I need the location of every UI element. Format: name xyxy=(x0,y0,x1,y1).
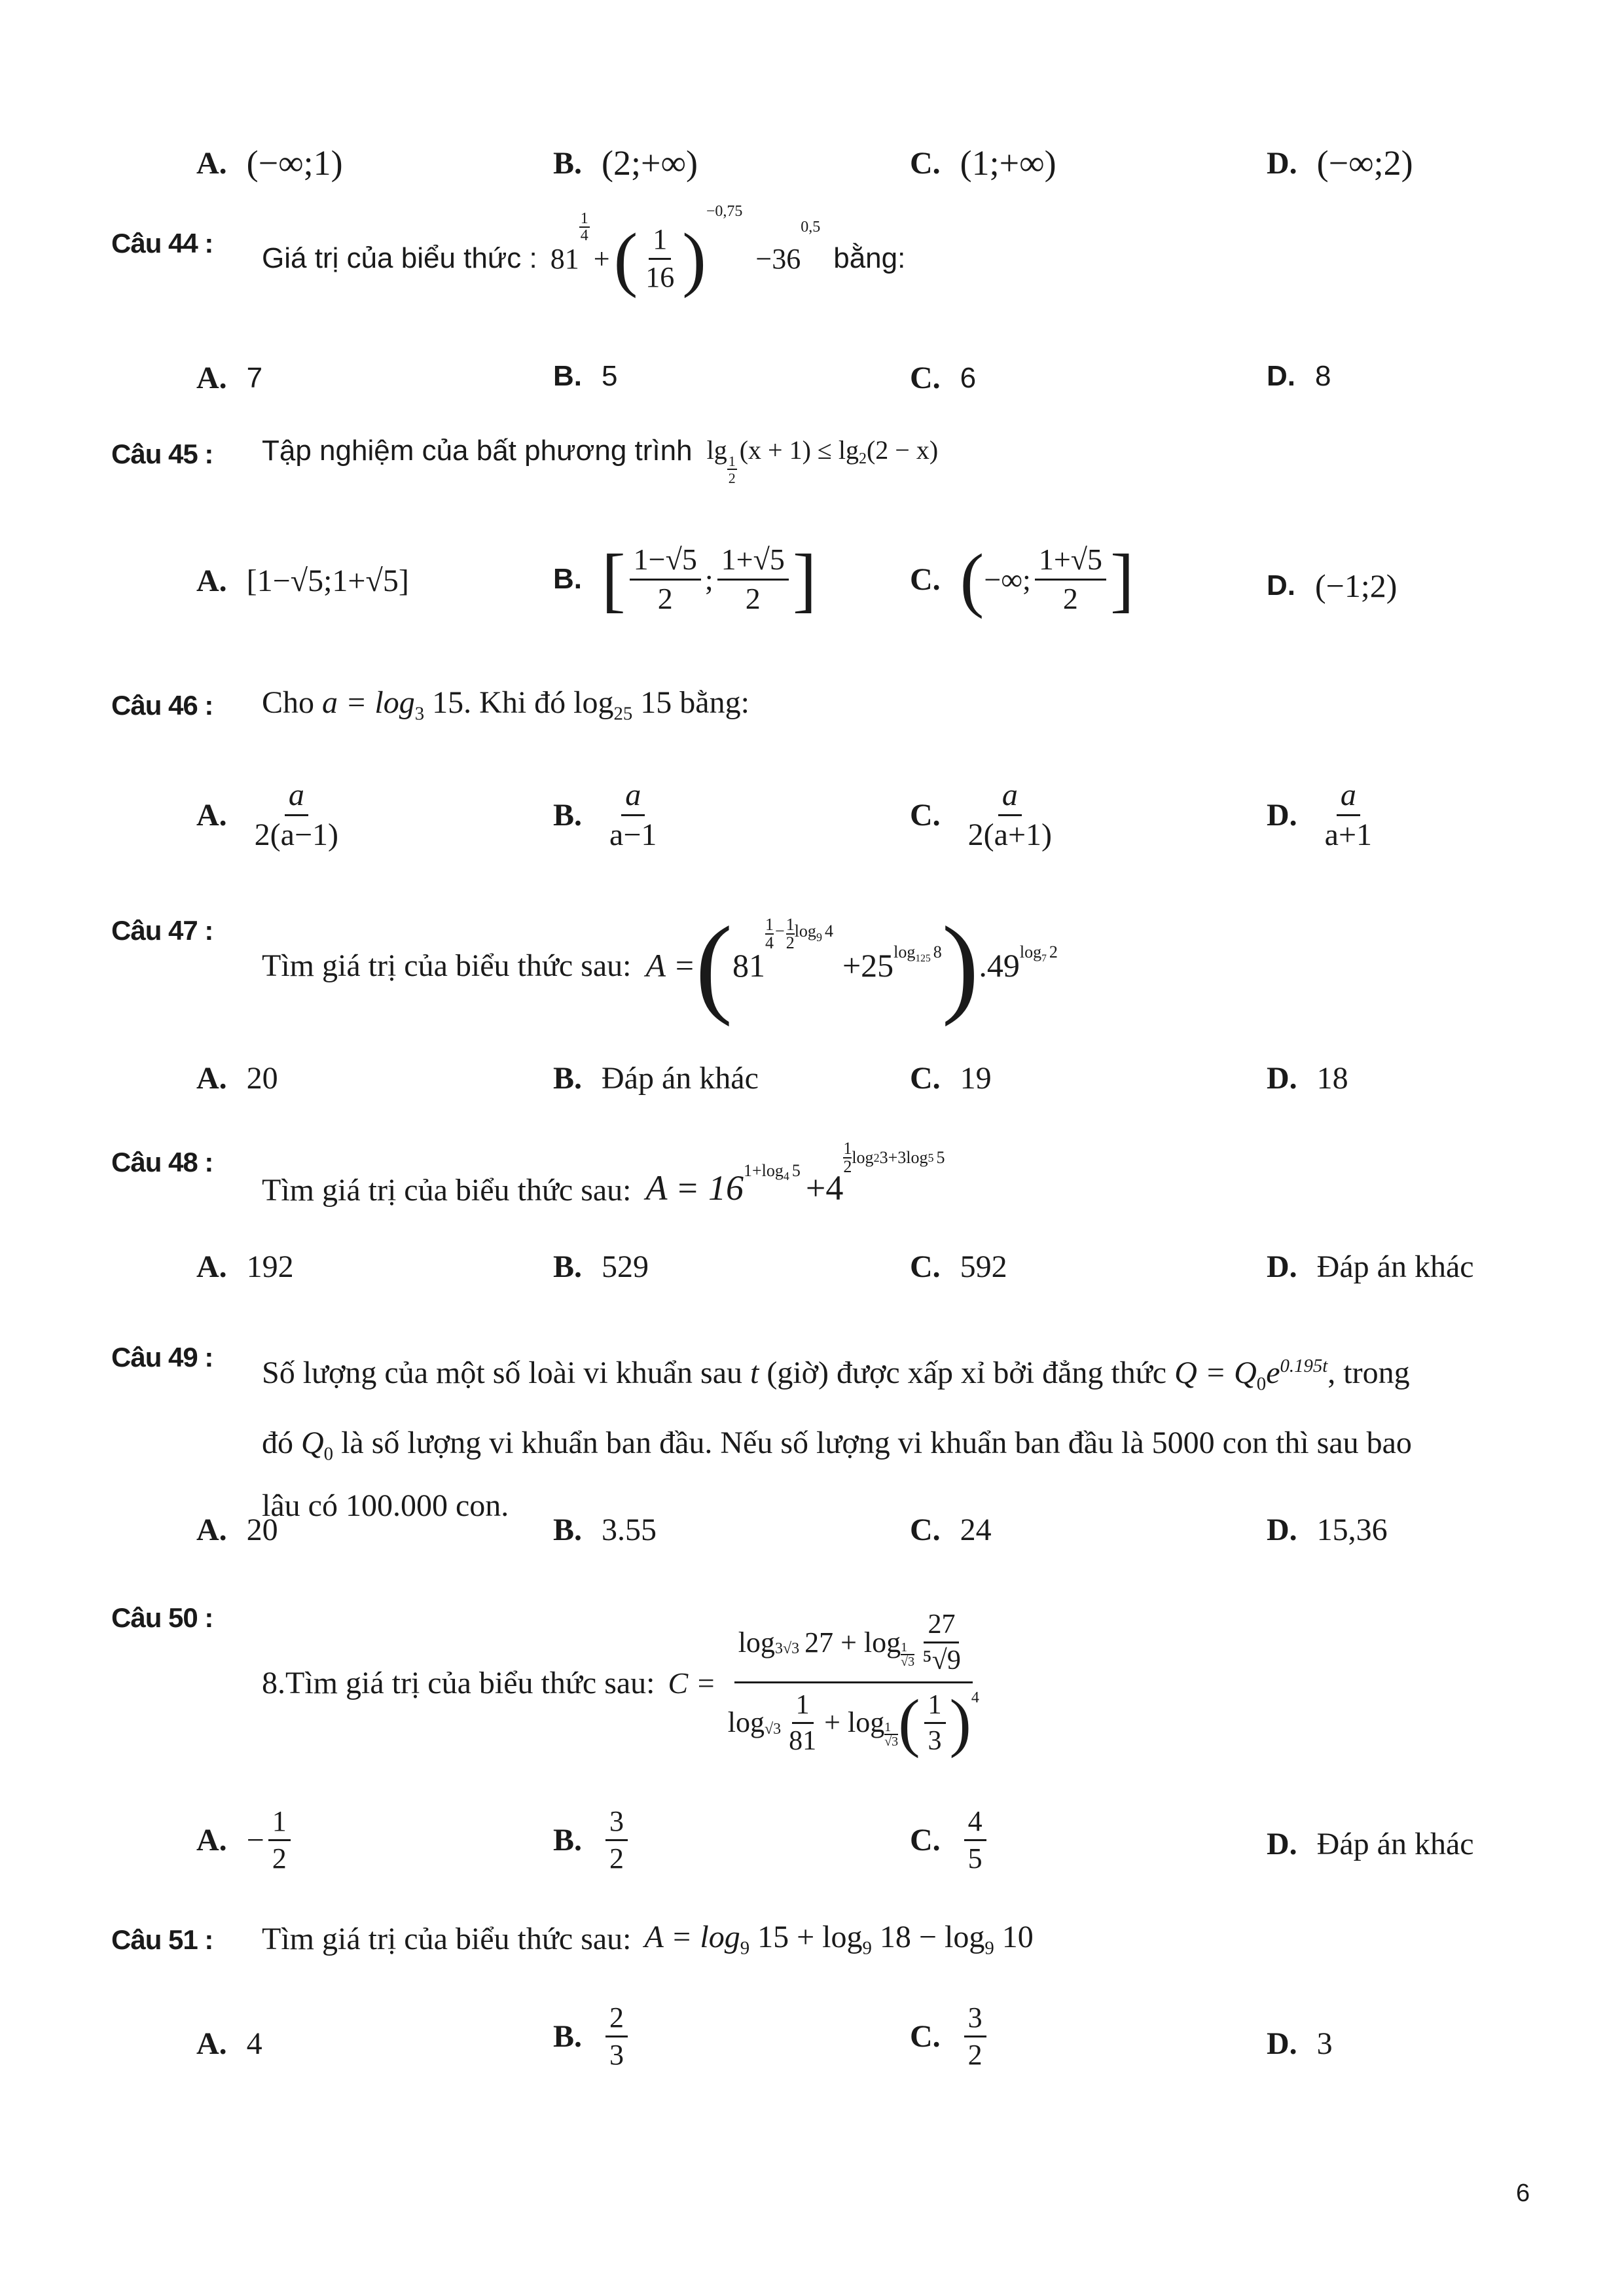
stem-line xyxy=(262,1414,1412,1484)
option-letter: D. xyxy=(1267,145,1297,181)
q49-option-b[interactable] xyxy=(553,1512,657,1548)
option-value: 6 xyxy=(960,361,977,394)
option-letter: D. xyxy=(1267,360,1295,392)
expr-part: +4 xyxy=(805,1168,844,1208)
option-value: 8 xyxy=(1315,360,1331,392)
option-letter: B. xyxy=(553,1061,583,1096)
q51-stem xyxy=(262,1919,1034,1960)
option-value: 5 xyxy=(602,360,618,392)
option-letter: C. xyxy=(910,1513,941,1547)
option-letter: A. xyxy=(196,145,227,181)
expr-part: A = 16 xyxy=(645,1168,744,1208)
expr-part: 4 xyxy=(765,933,774,952)
option-letter: D. xyxy=(1267,1061,1297,1096)
expr-part: 1 xyxy=(765,915,774,934)
q44-option-c[interactable] xyxy=(910,360,976,396)
expr-part: 9 xyxy=(984,1937,994,1959)
stem-text: Tập nghiệm của bất phương trình xyxy=(262,435,693,467)
stem-text: t xyxy=(750,1355,759,1390)
option-letter: D. xyxy=(1267,1249,1297,1284)
q49-option-a[interactable] xyxy=(196,1512,278,1548)
q43-option-d[interactable] xyxy=(1267,143,1413,183)
option-denominator: 2 xyxy=(967,2039,983,2072)
expr-part: 125 xyxy=(915,953,931,965)
stem-text: đó xyxy=(262,1425,293,1460)
option-numerator: 1−√5 xyxy=(630,544,701,580)
q51-option-c[interactable] xyxy=(910,2003,990,2070)
question-label: Câu 50 : xyxy=(111,1602,213,1633)
q48-stem xyxy=(262,1139,945,1208)
expr-part: 1 xyxy=(792,1691,814,1724)
expr-part: 2 xyxy=(785,933,795,952)
expr-part: 2 xyxy=(858,450,867,467)
stem-text: Tìm giá trị của biểu thức sau: xyxy=(262,1922,632,1957)
expr-part: 1 xyxy=(924,1691,946,1724)
expr-part: ⁵√9 xyxy=(922,1645,961,1676)
expr-part: 15 + log xyxy=(757,1920,863,1954)
expr-part: A = log xyxy=(644,1920,740,1954)
option-letter: D. xyxy=(1267,798,1297,833)
formula: 0.195t xyxy=(1280,1355,1328,1376)
stem-text: 25 xyxy=(613,703,633,725)
formula: Q = Q xyxy=(1174,1355,1257,1390)
question-label: Câu 51 : xyxy=(111,1924,213,1955)
expr-part: log xyxy=(738,1626,775,1659)
option-letter: A. xyxy=(196,1061,227,1096)
option-denominator: 2 xyxy=(657,581,673,615)
option-value: Đáp án khác xyxy=(1316,1249,1474,1284)
expr-part: 7 xyxy=(1041,953,1047,965)
expr-part: .49 xyxy=(979,947,1020,984)
expr-part: 4 xyxy=(580,227,588,244)
option-value: (−∞;1) xyxy=(246,143,343,183)
expr-part: 1+log xyxy=(743,1161,784,1180)
question-label: Câu 48 : xyxy=(111,1147,213,1177)
option-denominator: a+1 xyxy=(1324,817,1373,853)
expr-part: log xyxy=(794,922,816,941)
expr-part: log xyxy=(1019,942,1042,961)
q44-option-b[interactable] xyxy=(553,360,617,393)
option-letter: D. xyxy=(1267,1827,1297,1861)
q44-option-a[interactable] xyxy=(196,360,262,396)
q47-option-b[interactable] xyxy=(553,1060,759,1096)
q47-option-d[interactable] xyxy=(1267,1060,1348,1096)
option-value: 20 xyxy=(246,1061,278,1096)
option-value: 20 xyxy=(246,1513,278,1547)
q45-option-c[interactable]: C. ( −∞; $\frac{1+√5}{2}$ ] xyxy=(910,539,1134,619)
expr-part: 27 xyxy=(924,1610,959,1643)
option-letter: A. xyxy=(196,361,227,395)
expr-part: 81 xyxy=(550,242,579,275)
expr-part: 81 xyxy=(789,1725,817,1756)
stem-text: Giá trị của biểu thức : xyxy=(262,242,537,274)
expr-part: 2 xyxy=(843,1157,852,1176)
q51-option-b[interactable] xyxy=(553,2003,632,2070)
stem-text: Tìm giá trị của biểu thức sau: xyxy=(262,948,632,983)
option-numerator: a xyxy=(998,779,1022,816)
option-numerator: 1+√5 xyxy=(1035,544,1106,580)
option-numerator: 2 xyxy=(605,2003,628,2037)
expr-part: 1 xyxy=(901,1641,914,1655)
expr-part: 1 xyxy=(649,224,671,259)
option-letter: A. xyxy=(196,1823,227,1858)
option-letter: A. xyxy=(196,564,227,598)
expr-part: 3 xyxy=(928,1725,942,1756)
option-value: (1;+∞) xyxy=(960,143,1056,183)
q46-stem xyxy=(262,685,749,725)
q45-stem xyxy=(262,435,938,486)
q50-big-fraction: log $_{3√3}$ 27 + log 1 √3 $\frac{27}{\text{⁵√9}}$ log $_{√3}$ $\frac{1}{81}$ + log 1 √3 ( $\frac{1}{3}$ ) 4 xyxy=(727,1609,979,1759)
q50-option-d[interactable] xyxy=(1267,1826,1474,1862)
option-value: 19 xyxy=(960,1061,992,1096)
expr-part: 16 xyxy=(645,260,675,293)
option-denominator: 2(a+1) xyxy=(967,817,1053,853)
stem-text: 15 bằng: xyxy=(640,685,749,720)
expr-part: C = xyxy=(668,1666,716,1700)
option-value: (−1;2) xyxy=(1315,567,1398,604)
option-value: 3.55 xyxy=(602,1513,657,1547)
option-letter: C. xyxy=(910,562,941,597)
q45-option-d[interactable] xyxy=(1267,567,1397,605)
option-value: 3 xyxy=(1316,2026,1333,2061)
q45-option-a[interactable] xyxy=(196,563,409,599)
q44-option-d[interactable] xyxy=(1267,360,1331,393)
option-letter: B. xyxy=(553,1249,583,1284)
option-value: 15,36 xyxy=(1316,1513,1388,1547)
expr-part: 9 xyxy=(862,1937,872,1959)
expr-part: 5 xyxy=(928,1151,934,1164)
q47-option-a[interactable] xyxy=(196,1060,278,1096)
option-value: 529 xyxy=(602,1249,649,1284)
expr-part: 4 xyxy=(971,1689,979,1707)
option-numerator: 3 xyxy=(605,1806,628,1841)
expr-part: 1 xyxy=(843,1139,852,1158)
option-value: 592 xyxy=(960,1249,1007,1284)
option-numerator: a xyxy=(621,779,645,816)
option-value: (2;+∞) xyxy=(602,143,698,183)
q48-option-d[interactable] xyxy=(1267,1249,1474,1285)
stem-text: log xyxy=(573,685,614,720)
expr-part: lg xyxy=(706,435,727,465)
option-letter: B. xyxy=(553,2019,583,2054)
option-letter: C. xyxy=(910,1061,941,1096)
q44-expression: 81 1 4 + ( $\frac{1}{16}$ ) −0,75 −36 0,5 xyxy=(550,203,821,298)
formula: 0 xyxy=(1256,1373,1267,1395)
q47-option-c[interactable] xyxy=(910,1060,992,1096)
expr-part: 2 xyxy=(1049,942,1058,961)
expr-part: 2 xyxy=(873,1151,880,1164)
stem-text: , trong xyxy=(1327,1355,1410,1390)
stem-text: 3 xyxy=(414,703,425,725)
q51-option-a[interactable] xyxy=(196,2026,262,2062)
option-numerator: 1 xyxy=(268,1806,291,1841)
q43-option-c[interactable] xyxy=(910,143,1056,183)
option-letter: B. xyxy=(553,798,583,833)
expr-part: 9 xyxy=(740,1937,750,1959)
expr-part: 3+3log xyxy=(879,1148,928,1167)
stem-text: là số lượng vi khuẩn ban đầu. Nếu số lượng vi khuẩn ban đầu là 5000 con thì sau bao xyxy=(341,1425,1412,1460)
expr-part: 1 xyxy=(785,915,795,934)
q43-option-b[interactable] xyxy=(553,143,698,183)
expr-part: 1 xyxy=(580,210,588,227)
expr-part: 5 xyxy=(936,1148,945,1167)
option-value: 18 xyxy=(1316,1061,1348,1096)
option-denominator: 2 xyxy=(1062,581,1078,615)
option-value: Đáp án khác xyxy=(602,1061,759,1096)
expr-part: 8 xyxy=(933,942,942,961)
option-numerator: 4 xyxy=(964,1806,986,1841)
expr-part: 4 xyxy=(783,1170,789,1183)
stem-text: 8.Tìm giá trị của biểu thức sau: xyxy=(262,1665,655,1700)
q46-option-a[interactable] xyxy=(196,779,346,852)
stem-text: Số lượng của một số loài vi khuẩn sau xyxy=(262,1355,742,1390)
option-letter: B. xyxy=(553,563,582,595)
q48-option-a[interactable] xyxy=(196,1249,294,1285)
option-value: 4 xyxy=(246,2026,262,2061)
option-letter: B. xyxy=(553,1513,583,1547)
option-numerator: a xyxy=(285,779,308,816)
expr-part: (2 − x) xyxy=(866,435,939,465)
option-value: Đáp án khác xyxy=(1316,1827,1474,1861)
question-label: Câu 45 : xyxy=(111,439,213,469)
expr-part: 5 xyxy=(791,1161,801,1180)
q45-expression xyxy=(707,435,939,486)
option-denominator: 5 xyxy=(967,1842,983,1875)
expr-part: + log xyxy=(824,1706,885,1739)
stem-line xyxy=(262,1336,1412,1414)
option-value: 7 xyxy=(246,361,263,394)
expr-part: 27 + log xyxy=(804,1626,901,1659)
question-label: Câu 49 : xyxy=(111,1342,213,1372)
option-letter: D. xyxy=(1267,569,1295,601)
option-denominator: 2 xyxy=(745,581,761,615)
option-letter: B. xyxy=(553,1823,583,1858)
q50-option-c[interactable] xyxy=(910,1806,990,1874)
option-letter: C. xyxy=(910,361,941,395)
q46-option-c[interactable] xyxy=(910,779,1060,852)
stem-line: lâu có 100.000 con. xyxy=(262,1488,509,1524)
expr-part: 0,5 xyxy=(801,219,821,236)
question-label: Câu 44 : xyxy=(111,228,213,259)
expr-part: 4 xyxy=(824,922,833,941)
q50-option-a[interactable] xyxy=(196,1806,295,1874)
option-letter: B. xyxy=(553,360,582,392)
expr-part: 9 xyxy=(816,931,822,944)
q46-option-d[interactable] xyxy=(1267,779,1380,852)
option-denominator: 2(a−1) xyxy=(254,817,339,853)
expr-part: +25 xyxy=(842,947,894,984)
option-letter: C. xyxy=(910,145,941,181)
q50-stem xyxy=(262,1609,987,1759)
option-letter: C. xyxy=(910,2019,941,2054)
q45-option-b[interactable]: B. [ $\frac{1-√5}{2}$ ; $\frac{1+√5}{2}$ ] xyxy=(553,539,817,619)
option-value: −∞; xyxy=(984,562,1031,596)
q48-option-b[interactable] xyxy=(553,1249,649,1285)
stem-text: a = log xyxy=(322,685,415,720)
option-letter: C. xyxy=(910,1249,941,1284)
option-value: [1−√5;1+√5] xyxy=(246,564,409,598)
q49-option-d[interactable] xyxy=(1267,1512,1388,1548)
option-denominator: 2 xyxy=(609,1842,624,1875)
option-letter: B. xyxy=(553,145,583,181)
q48-option-c[interactable] xyxy=(910,1249,1007,1285)
expr-part: log xyxy=(727,1706,765,1739)
option-letter: A. xyxy=(196,1513,227,1547)
option-value: 192 xyxy=(246,1249,294,1284)
option-numerator: 3 xyxy=(964,2003,986,2037)
option-letter: A. xyxy=(196,798,227,833)
q49-option-c[interactable] xyxy=(910,1512,992,1548)
q49-stem xyxy=(262,1336,1412,1529)
q43-option-a[interactable] xyxy=(196,143,343,183)
expr-part: √3 xyxy=(884,1734,899,1749)
q48-expression xyxy=(645,1139,945,1208)
page-number: 6 xyxy=(1516,2179,1530,2207)
option-sign: − xyxy=(246,1823,264,1858)
formula: 0 xyxy=(323,1443,334,1465)
option-value: (−∞;2) xyxy=(1316,143,1413,183)
option-letter: C. xyxy=(910,798,941,833)
q44-stem xyxy=(262,203,906,298)
q47-stem xyxy=(262,904,1058,1027)
expr-part: √3 xyxy=(901,1654,915,1669)
q51-expression xyxy=(645,1919,1034,1960)
expr-part: 10 xyxy=(1001,1920,1034,1954)
stem-text: bằng: xyxy=(833,242,906,274)
option-letter: A. xyxy=(196,2026,227,2061)
option-value: 24 xyxy=(960,1513,992,1547)
stem-text: Tìm giá trị của biểu thức sau: xyxy=(262,1173,632,1208)
option-denominator: 3 xyxy=(609,2039,624,2072)
formula: e xyxy=(1266,1355,1280,1390)
expr-part: √3 xyxy=(764,1720,782,1738)
question-label: Câu 46 : xyxy=(111,690,213,721)
expr-part: 1 xyxy=(728,453,736,469)
expr-part: (x + 1) ≤ lg xyxy=(739,435,859,465)
option-letter: A. xyxy=(196,1249,227,1284)
option-letter: C. xyxy=(910,1823,941,1858)
expr-part: A = xyxy=(645,947,696,984)
option-numerator: a xyxy=(1337,779,1360,816)
option-letter: D. xyxy=(1267,1513,1297,1547)
expr-part: log xyxy=(852,1148,874,1167)
option-denominator: 2 xyxy=(272,1842,287,1875)
q46-option-b[interactable] xyxy=(553,779,664,852)
formula: Q xyxy=(301,1425,324,1460)
option-letter: D. xyxy=(1267,2026,1297,2061)
option-numerator: 1+√5 xyxy=(717,544,789,580)
stem-text: 15. Khi đó xyxy=(432,685,566,720)
expr-part: 1 xyxy=(884,1721,898,1735)
expr-part: 81 xyxy=(732,947,766,984)
expr-part: 2 xyxy=(728,470,736,486)
expr-part: log xyxy=(893,942,916,961)
q51-option-d[interactable] xyxy=(1267,2026,1333,2062)
q47-expression: A = ( 81 1 4 − $\frac{1}{2}$ log 9 4 +25 $\log_{125} 8$ ) .49 $\log_7 2$ xyxy=(645,904,1058,1027)
q50-option-b[interactable] xyxy=(553,1806,632,1874)
expr-part: 3√3 xyxy=(774,1640,800,1657)
option-denominator: a−1 xyxy=(609,817,657,853)
expr-part: −36 xyxy=(755,242,801,275)
expr-part: −0,75 xyxy=(706,203,743,220)
expr-part: 18 − log xyxy=(879,1920,985,1954)
stem-text: (giờ) được xấp xỉ bởi đẳng thức xyxy=(767,1355,1167,1390)
question-label: Câu 47 : xyxy=(111,915,213,946)
stem-text: Cho xyxy=(262,685,315,720)
